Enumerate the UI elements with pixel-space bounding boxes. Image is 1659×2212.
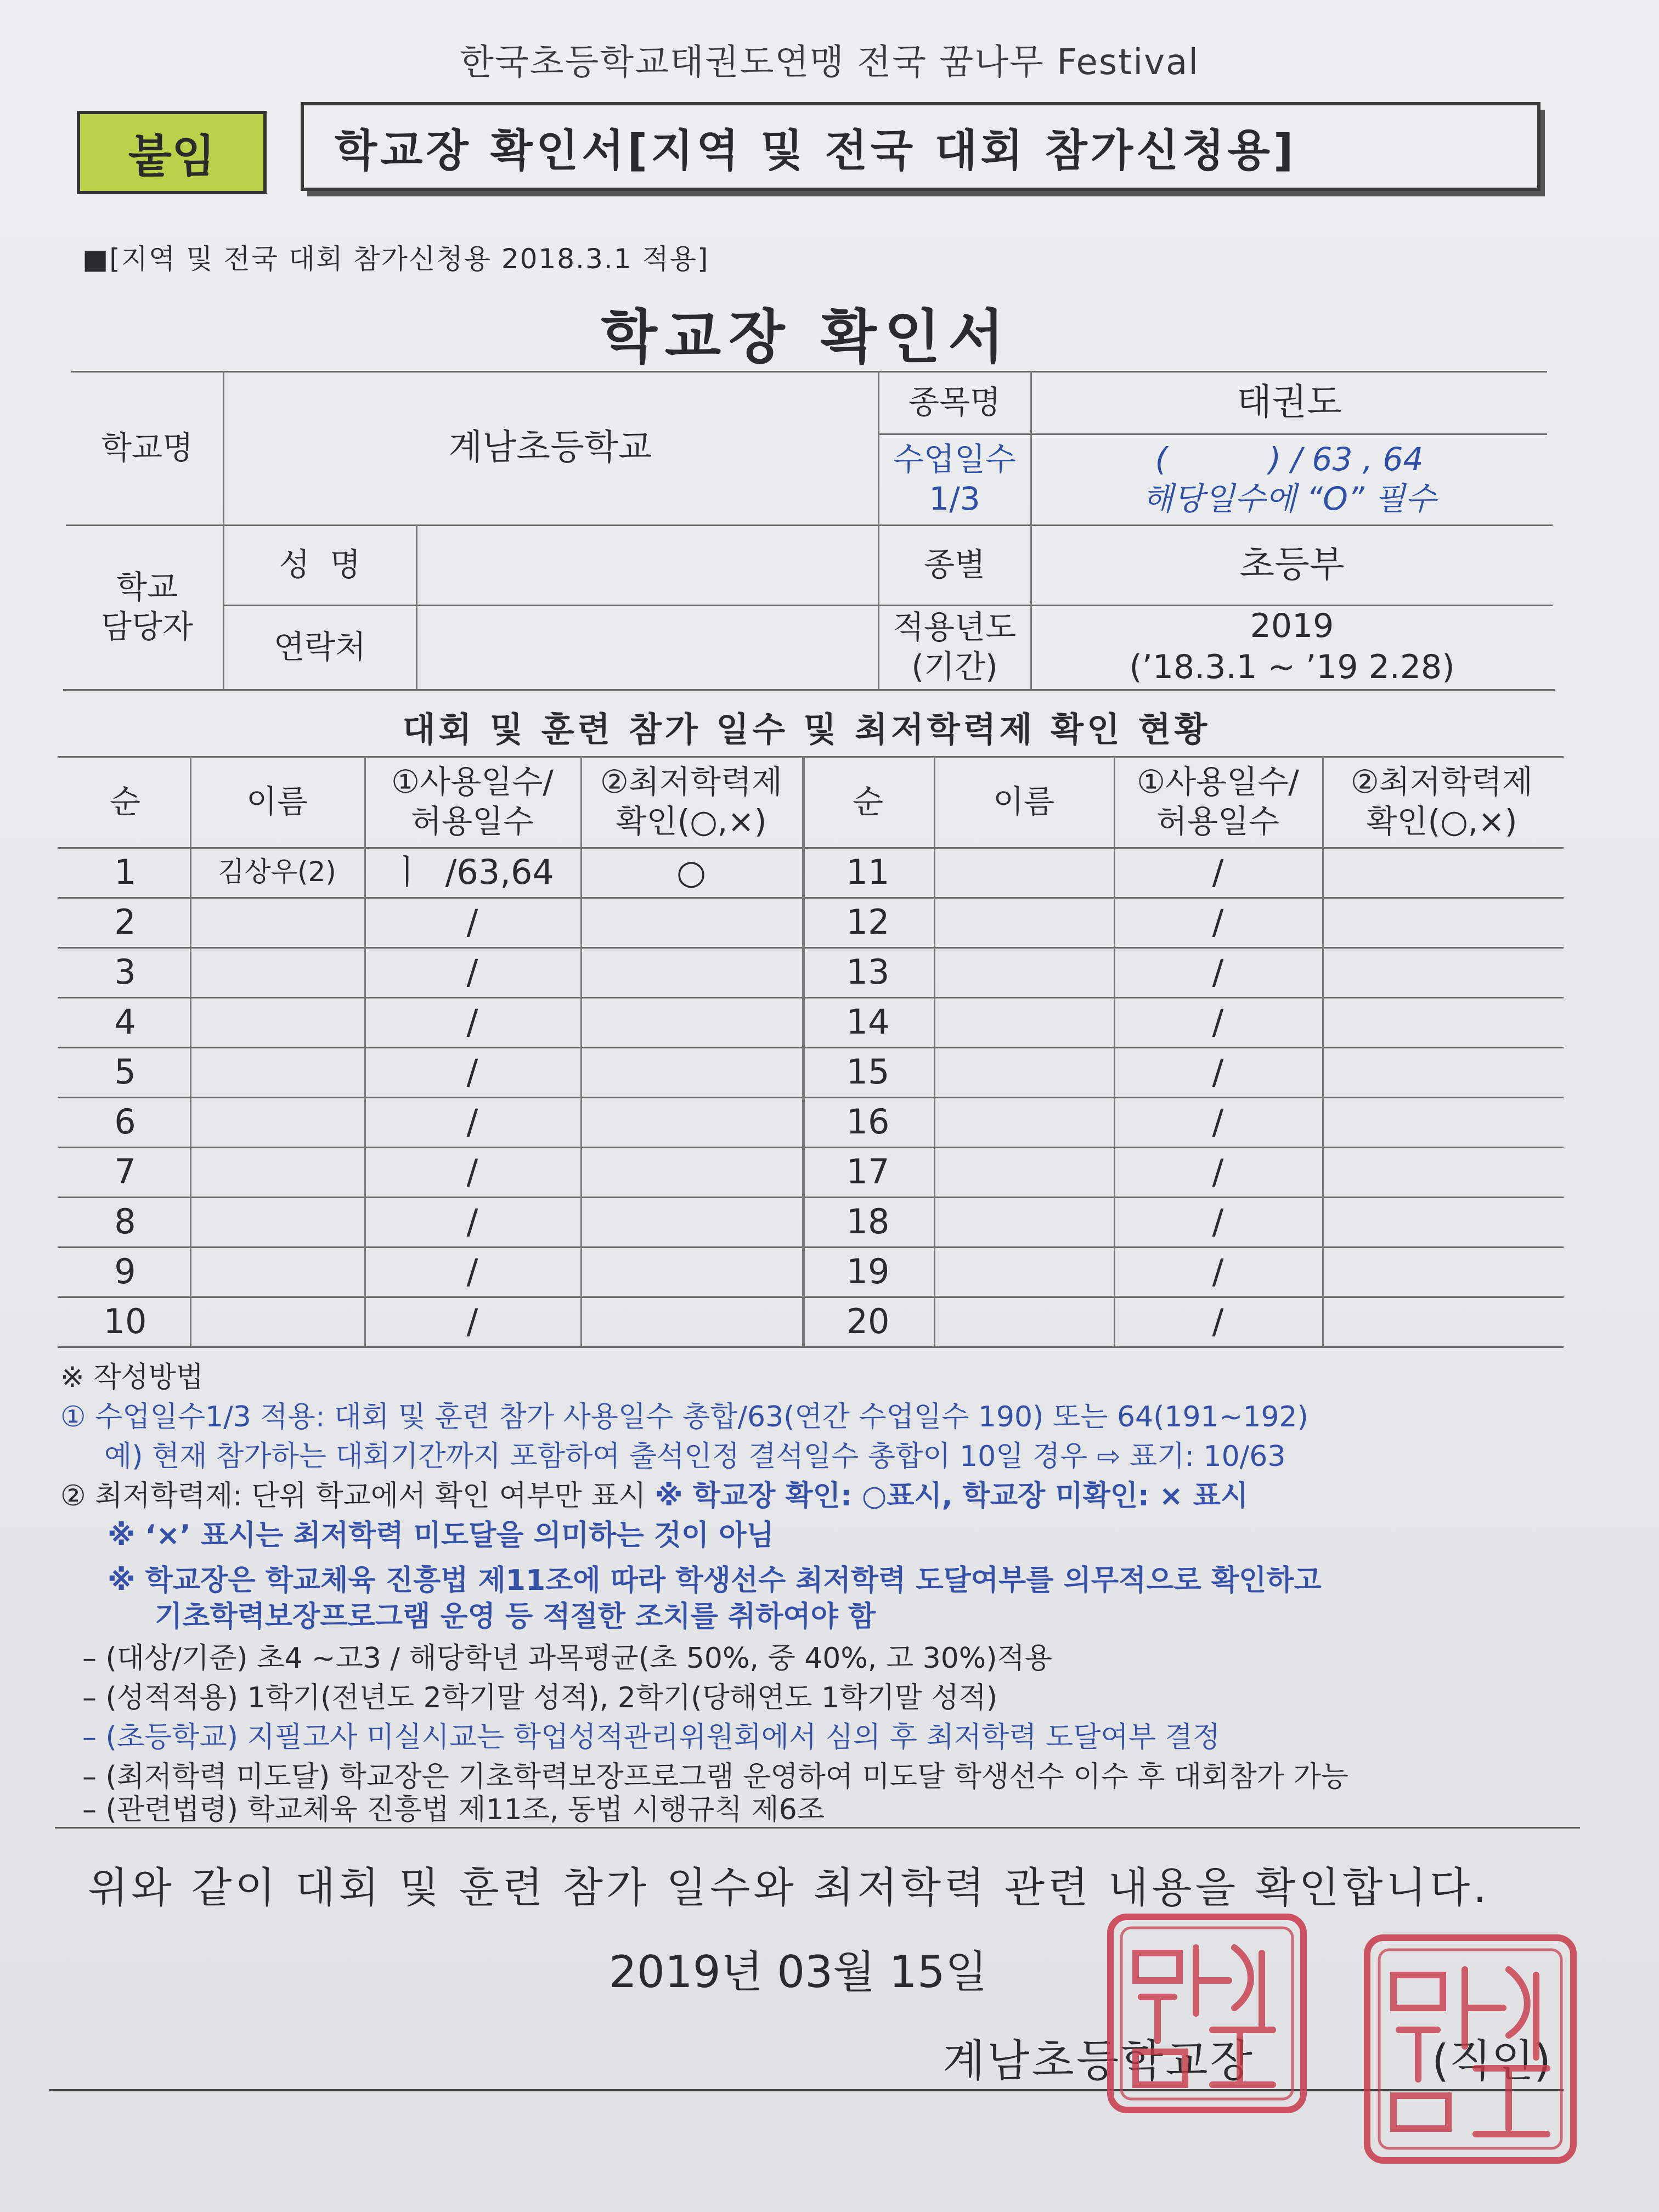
row-check	[1322, 997, 1561, 1047]
note-5: – (대상/기준) 초4 ~고3 / 해당학년 과목평균(초 50%, 중 40%, 고 30%)적용	[82, 1642, 1052, 1675]
row-number: 12	[846, 901, 890, 942]
row-check	[580, 1197, 802, 1246]
info-line-bottom	[63, 689, 1555, 691]
row-days: /	[1212, 1101, 1224, 1142]
year-label-line2: (기간)	[911, 648, 998, 685]
row-name	[190, 1097, 364, 1147]
header-check-left	[580, 756, 802, 847]
row-number: 9	[114, 1251, 136, 1291]
row-days: /	[466, 1151, 478, 1192]
manager-label	[71, 524, 223, 689]
header-days-left	[364, 756, 580, 847]
note-2-text: ② 최저학력제: 단위 학교에서 확인 여부만 표시	[60, 1480, 656, 1513]
note-2-mark: ※ 학교장 확인: ○표시, 학교장 미확인: × 표시	[655, 1480, 1249, 1513]
row-number: 15	[846, 1051, 890, 1092]
row-days: /	[1212, 851, 1224, 892]
row-number: 8	[114, 1201, 136, 1242]
note-7: – (초등학교) 지필고사 미실시교는 학업성적관리위원회에서 심의 후 최저학력 도달여부 결정	[82, 1721, 1220, 1754]
row-days: /	[1212, 1251, 1224, 1291]
row-check	[580, 1097, 802, 1147]
row-name	[934, 1147, 1114, 1197]
row-number: 10	[103, 1301, 147, 1341]
manager-label-line2: 담당자	[100, 608, 194, 645]
row-check	[580, 1047, 802, 1097]
row-number: 13	[846, 951, 890, 992]
row-days: /	[466, 951, 478, 992]
bottom-rule	[49, 2089, 1564, 2091]
applied-note: ■[지역 및 전국 대회 참가신청용 2018.3.1 적용]	[82, 243, 709, 275]
row-check	[580, 997, 802, 1047]
header-days-line1: ①사용일수/	[391, 763, 554, 800]
event-label: 종목명	[908, 383, 1001, 421]
header-check-line1: ②최저학력제	[600, 763, 783, 800]
note-1a: ① 수업일수1/3 적용: 대회 및 훈련 참가 사용일수 총합/63(연간 수업일수 190) 또는 64(191~192)	[60, 1401, 1308, 1434]
row-name	[934, 1296, 1114, 1346]
year-label	[879, 605, 1030, 689]
row-number: 1	[114, 851, 136, 892]
row-days: /	[466, 1101, 478, 1142]
festival-header: 한국초등학교태권도연맹 전국 꿈나무 Festival	[460, 42, 1199, 83]
row-name	[190, 997, 364, 1047]
confirmation-statement: 위와 같이 대회 및 훈련 참가 일수와 최저학력 관련 내용을 확인합니다.	[88, 1863, 1490, 1912]
row-name	[934, 1246, 1114, 1296]
row-days: ㅣ /63,64	[391, 851, 554, 892]
row-days: /	[466, 1301, 478, 1341]
row-name	[934, 947, 1114, 997]
row-check	[1322, 897, 1561, 947]
row-days: /	[1212, 1301, 1224, 1341]
name-value	[417, 524, 878, 605]
division-value: 초등부	[1239, 543, 1345, 585]
contact-value	[417, 605, 878, 689]
year-label-line1: 적용년도	[893, 608, 1017, 646]
row-check	[1322, 947, 1561, 997]
row-number: 14	[846, 1001, 890, 1042]
row-check	[1322, 1246, 1561, 1296]
header-days-line2: 허용일수	[410, 803, 534, 840]
note-3: ※ ‘×’ 표시는 최저학력 미도달을 의미하는 것이 아님	[108, 1519, 774, 1552]
row-check	[580, 1296, 802, 1346]
row-check	[1322, 1097, 1561, 1147]
row-number: 11	[846, 851, 890, 892]
document-title-box: 학교장 확인서[지역 및 전국 대회 참가신청용]	[301, 102, 1541, 191]
row-name	[190, 1147, 364, 1197]
row-check	[580, 947, 802, 997]
header-days-line1: ①사용일수/	[1137, 763, 1299, 800]
header-no-right: 순	[852, 782, 884, 820]
row-days: /	[1212, 901, 1224, 942]
row-name	[934, 1047, 1114, 1097]
header-check-right	[1322, 756, 1561, 847]
row-days: /	[1212, 1151, 1224, 1192]
division-label: 종별	[923, 545, 986, 583]
year-value	[1031, 605, 1553, 689]
school-label: 학교명	[100, 428, 194, 466]
principal-seal-stamp	[1361, 1931, 1580, 2167]
row-number: 3	[114, 951, 136, 992]
row-check: ○	[676, 851, 707, 892]
row-name	[934, 897, 1114, 947]
class-days-value-line1: ( ) / 63 , 64	[1155, 440, 1424, 478]
note-2	[60, 1472, 1248, 1514]
participation-section-title: 대회 및 훈련 참가 일수 및 최저학력제 확인 현황	[402, 709, 1211, 749]
row-days: /	[1212, 1051, 1224, 1092]
notes-heading: ※ 작성방법	[60, 1361, 204, 1394]
row-check	[580, 1246, 802, 1296]
class-days-label-line1: 수업일수	[893, 440, 1017, 478]
row-number: 20	[846, 1301, 890, 1341]
row-number: 5	[114, 1051, 136, 1092]
row-days: /	[1212, 1001, 1224, 1042]
name-label: 성 명	[279, 545, 361, 583]
attachment-tag: 붙임	[77, 111, 267, 194]
row-days: /	[466, 1201, 478, 1242]
row-days: /	[1212, 1201, 1224, 1242]
row-number: 6	[114, 1101, 136, 1142]
ptable-row-line	[58, 1346, 1564, 1348]
year-value-line2: (’18.3.1 ~ ’19 2.28)	[1129, 648, 1455, 686]
row-name	[190, 897, 364, 947]
issue-date: 2019년 03월 15일	[609, 1946, 988, 1997]
row-days: /	[466, 1051, 478, 1092]
class-days-value-line2: 해당일수에 “O” 필수	[1142, 480, 1436, 517]
header-name-left: 이름	[246, 782, 308, 820]
note-1b: 예) 현재 참가하는 대회기간까지 포함하여 출석인정 결석일수 총합이 10일 경우 ⇨ 표기: 10/63	[104, 1440, 1286, 1473]
row-number: 4	[114, 1001, 136, 1042]
row-check	[1322, 1296, 1561, 1346]
row-name	[934, 1097, 1114, 1147]
row-days: /	[1212, 951, 1224, 992]
class-days-label	[879, 433, 1030, 524]
header-days-right	[1114, 756, 1322, 847]
row-name	[190, 1197, 364, 1246]
header-check-line1: ②최저학력제	[1350, 763, 1533, 800]
note-8: – (최저학력 미도달) 학교장은 기초학력보장프로그램 운영하여 미도달 학생선수 이수 후 대회참가 가능	[82, 1760, 1348, 1793]
row-name	[934, 847, 1114, 897]
main-title: 학교장 확인서	[601, 303, 1012, 371]
row-number: 16	[846, 1101, 890, 1142]
row-number: 18	[846, 1201, 890, 1242]
note-6: – (성적적용) 1학기(전년도 2학기말 성적), 2학기(당해연도 1학기말 성적)	[82, 1681, 998, 1714]
row-name	[934, 1197, 1114, 1246]
header-no-left: 순	[109, 782, 141, 820]
row-check	[1322, 847, 1561, 897]
contact-label: 연락처	[273, 628, 366, 665]
row-check	[1322, 1197, 1561, 1246]
row-number: 17	[846, 1151, 890, 1192]
seal-label: (직인)	[1432, 2035, 1551, 2086]
row-check	[1322, 1047, 1561, 1097]
row-number: 7	[114, 1151, 136, 1192]
notes-divider	[55, 1827, 1580, 1829]
row-name: 김상우(2)	[218, 856, 336, 888]
header-check-line2: 확인(○,×)	[1366, 803, 1517, 840]
header-name-right: 이름	[992, 782, 1055, 820]
row-name	[190, 1246, 364, 1296]
class-days-label-line2: 1/3	[929, 480, 980, 517]
header-days-line2: 허용일수	[1156, 803, 1280, 840]
row-check	[580, 1147, 802, 1197]
event-value: 태권도	[1237, 380, 1342, 423]
row-name	[190, 1296, 364, 1346]
school-value: 계남초등학교	[448, 427, 652, 468]
row-check	[1322, 1147, 1561, 1197]
header-check-line2: 확인(○,×)	[616, 803, 767, 840]
row-number: 19	[846, 1251, 890, 1291]
row-days: /	[466, 1251, 478, 1291]
row-name	[190, 947, 364, 997]
note-4a: ※ 학교장은 학교체육 진흥법 제11조에 따라 학생선수 최저학력 도달여부를 의무적으로 확인하고	[108, 1564, 1322, 1597]
row-name	[934, 997, 1114, 1047]
row-number: 2	[114, 901, 136, 942]
row-days: /	[466, 901, 478, 942]
school-seal-stamp	[1103, 1909, 1311, 2118]
year-value-line1: 2019	[1250, 607, 1334, 645]
signer-name: 계남초등학교장	[943, 2035, 1255, 2086]
class-days-value	[1031, 433, 1547, 524]
manager-label-line1: 학교	[116, 568, 178, 606]
note-9: – (관련법령) 학교체육 진흥법 제11조, 동법 시행규칙 제6조	[82, 1793, 825, 1826]
note-4b: 기초학력보장프로그램 운영 등 적절한 조치를 취하여야 함	[155, 1600, 876, 1633]
row-check	[580, 897, 802, 947]
row-days: /	[466, 1001, 478, 1042]
row-name	[190, 1047, 364, 1097]
